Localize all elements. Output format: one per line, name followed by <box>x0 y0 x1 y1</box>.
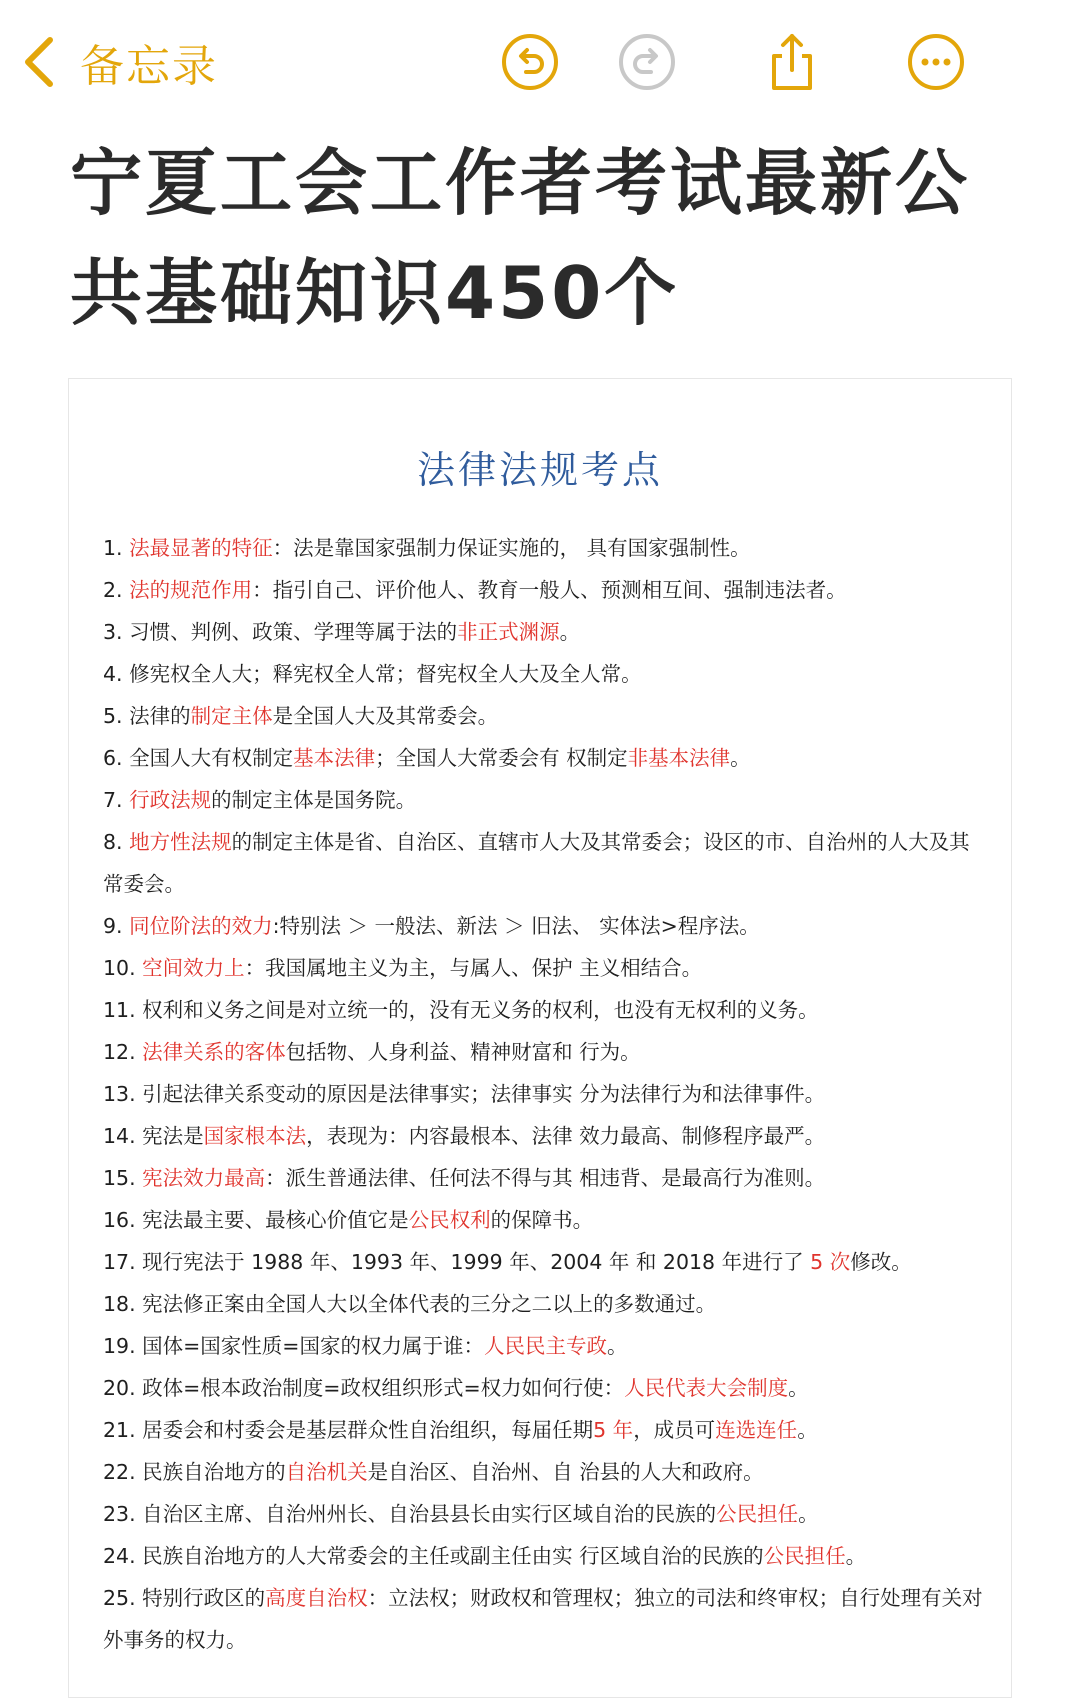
navigation-bar <box>0 0 1080 125</box>
list-item <box>103 1073 983 1115</box>
item-number: 11. <box>103 998 143 1022</box>
item-text: 自治区主席、自治州州长、自治县县长由实行区域自治的民族的 <box>142 1502 717 1526</box>
highlighted-term: 公民权利 <box>408 1208 491 1232</box>
more-icon <box>906 32 966 92</box>
item-number: 18. <box>103 1292 143 1316</box>
list-item <box>103 1157 983 1199</box>
item-text: 包括物、人身利益、精神财富和 行为。 <box>285 1040 641 1064</box>
item-text: ：指引自己、评价他人、教育一般人、预测相互间、强制违法者。 <box>252 578 847 602</box>
item-text: ：法是靠国家强制力保证实施的， 具有国家强制性。 <box>272 536 751 560</box>
note-image-card <box>68 378 1012 1698</box>
item-text: 国体=国家性质=国家的权力属于谁： <box>142 1334 484 1358</box>
item-number: 16. <box>103 1208 143 1232</box>
highlighted-term: 法最显著的特征 <box>129 536 273 560</box>
item-number: 19. <box>103 1334 143 1358</box>
highlighted-term: 公民担任 <box>763 1544 846 1568</box>
list-item <box>103 821 983 905</box>
undo-button[interactable] <box>500 32 560 92</box>
list-item <box>103 1493 983 1535</box>
item-number: 10. <box>103 956 143 980</box>
list-item <box>103 1241 983 1283</box>
highlighted-term: 非基本法律 <box>627 746 731 770</box>
item-text: ；全国人大常委会有 权制定 <box>375 746 628 770</box>
highlighted-term: 公民担任 <box>716 1502 799 1526</box>
item-number: 17. <box>103 1250 143 1274</box>
item-number: 12. <box>103 1040 143 1064</box>
highlighted-term: 空间效力上 <box>142 956 245 980</box>
list-item <box>103 653 983 695</box>
item-number: 8. <box>103 830 130 854</box>
list-item <box>103 611 983 653</box>
item-number: 20. <box>103 1376 143 1400</box>
list-item <box>103 1199 983 1241</box>
item-text: 修改。 <box>850 1250 912 1274</box>
highlighted-term: 法律关系的客体 <box>142 1040 286 1064</box>
highlighted-term: 法的规范作用 <box>129 578 253 602</box>
highlighted-term: 地方性法规 <box>129 830 232 854</box>
list-item <box>103 1577 983 1661</box>
item-number: 4. <box>103 662 130 686</box>
highlighted-term: 连选连任 <box>715 1418 798 1442</box>
note-title[interactable]: 宁夏工会工作者考试最新公共基础知识450个 <box>70 141 971 335</box>
item-number: 14. <box>103 1124 143 1148</box>
item-number: 5. <box>103 704 130 728</box>
item-number: 6. <box>103 746 130 770</box>
list-item <box>103 989 983 1031</box>
list-item <box>103 1535 983 1577</box>
item-text: 是全国人大及其常委会。 <box>272 704 499 728</box>
item-text: 是自治区、自治州、自 治县的人大和政府。 <box>367 1460 764 1484</box>
highlighted-term: 5 年 <box>593 1418 634 1442</box>
list-item <box>103 779 983 821</box>
highlighted-term: 人民民主专政 <box>483 1334 607 1358</box>
highlighted-term: 高度自治权 <box>265 1586 368 1610</box>
list-item <box>103 1451 983 1493</box>
item-text: 。 <box>797 1418 818 1442</box>
list-item <box>103 947 983 989</box>
list-item <box>103 1031 983 1073</box>
share-icon <box>762 32 822 92</box>
item-text: 居委会和村委会是基层群众性自治组织，每届任期 <box>142 1418 594 1442</box>
item-text: 习惯、判例、政策、学理等属于法的 <box>129 620 458 644</box>
item-text: :特别法 ＞ 一般法、新法 ＞ 旧法、 实体法>程序法。 <box>272 914 760 938</box>
share-button[interactable] <box>762 32 822 92</box>
item-number: 23. <box>103 1502 143 1526</box>
chevron-left-icon <box>20 34 60 90</box>
highlighted-term: 非正式渊源 <box>457 620 560 644</box>
list-item <box>103 1283 983 1325</box>
item-text: 。 <box>559 620 581 644</box>
highlighted-term: 同位阶法的效力 <box>129 914 273 938</box>
item-number: 13. <box>103 1082 143 1106</box>
back-label: 备忘录 <box>80 41 218 92</box>
item-text: 特别行政区的 <box>142 1586 266 1610</box>
item-text: 。 <box>730 746 751 770</box>
highlighted-term: 基本法律 <box>293 746 376 770</box>
card-heading: 法律法规考点 <box>416 448 663 492</box>
item-number: 9. <box>103 914 130 938</box>
item-text: ：我国属地主义为主，与属人、保护 主义相结合。 <box>244 956 703 980</box>
list-item <box>103 1367 983 1409</box>
item-text: 政体=根本政治制度=政权组织形式=权力如何行使： <box>142 1376 625 1400</box>
redo-button[interactable] <box>617 32 677 92</box>
item-number: 21. <box>103 1418 143 1442</box>
item-text: ：派生普通法律、任何法不得与其 相违背、是最高行为准则。 <box>265 1166 826 1190</box>
knowledge-point-list <box>103 527 983 1661</box>
list-item <box>103 1409 983 1451</box>
item-number: 15. <box>103 1166 143 1190</box>
item-text: 的制定主体是省、自治区、直辖市人大及其常委会；设区的市、自治州的人大及其常委会。 <box>103 830 970 896</box>
item-text: 的制定主体是国务院。 <box>211 788 417 812</box>
list-item <box>103 1115 983 1157</box>
item-text: 全国人大有权制定 <box>129 746 294 770</box>
item-number: 24. <box>103 1544 143 1568</box>
list-item <box>103 905 983 947</box>
highlighted-term: 自治机关 <box>285 1460 368 1484</box>
redo-icon <box>617 32 677 92</box>
highlighted-term: 5 次 <box>810 1250 851 1274</box>
item-number: 1. <box>103 536 130 560</box>
item-text: 。 <box>606 1334 628 1358</box>
undo-icon <box>500 32 560 92</box>
list-item <box>103 569 983 611</box>
item-number: 22. <box>103 1460 143 1484</box>
highlighted-term: 行政法规 <box>129 788 212 812</box>
item-text: ，成员可 <box>633 1418 716 1442</box>
item-text: 。 <box>788 1376 809 1400</box>
highlighted-term: 制定主体 <box>190 704 273 728</box>
item-text: 引起法律关系变动的原因是法律事实；法律事实 分为法律行为和法律事件。 <box>142 1082 826 1106</box>
highlighted-term: 人民代表大会制度 <box>624 1376 789 1400</box>
highlighted-term: 宪法效力最高 <box>142 1166 266 1190</box>
list-item <box>103 695 983 737</box>
item-text: ：立法权；财政权和管理权；独立的司法和终审权；自行处理有关对外事务的权力。 <box>103 1586 983 1652</box>
item-text: 宪法最主要、最核心价值它是 <box>142 1208 409 1232</box>
item-text: 。 <box>798 1502 819 1526</box>
list-item <box>103 1325 983 1367</box>
item-text: 民族自治地方的人大常委会的主任或副主任由实 行区域自治的民族的 <box>142 1544 764 1568</box>
item-text: ，表现为：内容最根本、法律 效力最高、制修程序最严。 <box>306 1124 826 1148</box>
item-text: 现行宪法于 1988 年、1993 年、1999 年、2004 年 和 2018 年进行了 <box>142 1250 811 1274</box>
more-button[interactable] <box>906 32 966 92</box>
item-text: 。 <box>845 1544 867 1568</box>
item-text: 民族自治地方的 <box>142 1460 286 1484</box>
item-text: 修宪权全人大；释宪权全人常；督宪权全人大及全人常。 <box>129 662 642 686</box>
list-item <box>103 527 983 569</box>
item-text: 宪法修正案由全国人大以全体代表的三分之二以上的多数通过。 <box>142 1292 717 1316</box>
highlighted-term: 国家根本法 <box>203 1124 307 1148</box>
back-button[interactable] <box>20 30 218 94</box>
item-text: 的保障书。 <box>490 1208 594 1232</box>
list-item <box>103 737 983 779</box>
item-text: 权利和义务之间是对立统一的，没有无义务的权利，也没有无权利的义务。 <box>142 998 819 1022</box>
item-number: 7. <box>103 788 130 812</box>
item-number: 2. <box>103 578 130 602</box>
item-text: 宪法是 <box>142 1124 204 1148</box>
item-text: 法律的 <box>129 704 191 728</box>
item-number: 25. <box>103 1586 143 1610</box>
item-number: 3. <box>103 620 130 644</box>
